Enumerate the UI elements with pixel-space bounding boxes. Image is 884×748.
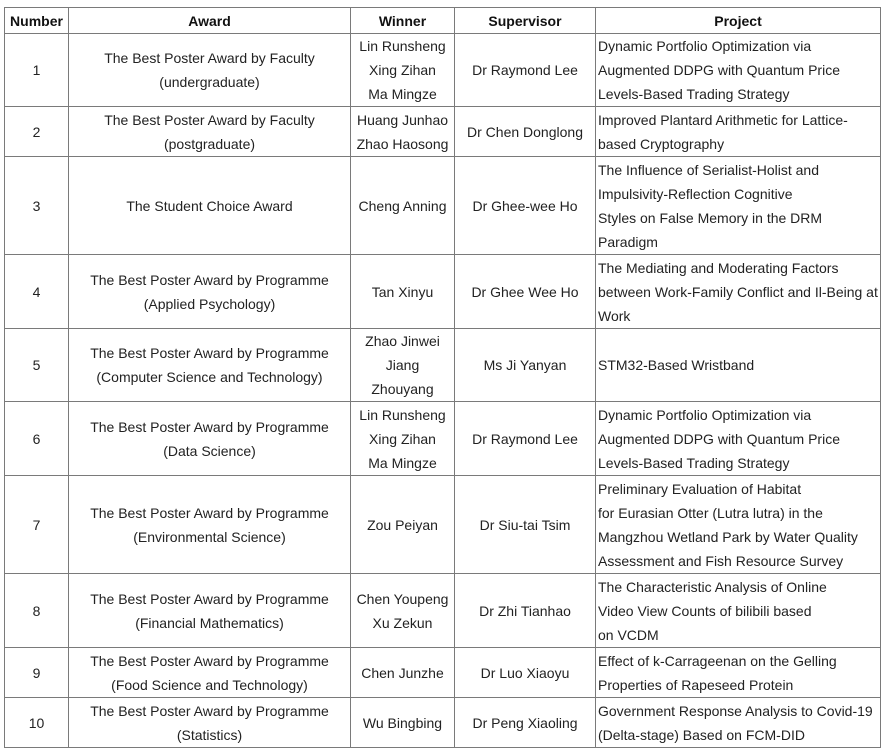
table-row	[5, 402, 881, 476]
cell-award: The Best Poster Award by Programme (Data Science)	[69, 402, 351, 476]
cell-project: Improved Plantard Arithmetic for Lattice- based Cryptography	[596, 107, 881, 157]
cell-number: 3	[5, 157, 69, 255]
cell-award: The Best Poster Award by Programme (Statistics)	[69, 698, 351, 748]
cell-award: The Best Poster Award by Programme (Applied Psychology)	[69, 255, 351, 329]
cell-winner: Chen Youpeng Xu Zekun	[351, 574, 455, 648]
cell-number: 9	[5, 648, 69, 698]
cell-project: Effect of k-Carrageenan on the Gelling Properties of Rapeseed Protein	[596, 648, 881, 698]
table-row	[5, 329, 881, 402]
cell-winner: Tan Xinyu	[351, 255, 455, 329]
cell-supervisor: Dr Luo Xiaoyu	[455, 648, 596, 698]
cell-number: 4	[5, 255, 69, 329]
header-award: Award	[69, 8, 351, 34]
cell-award: The Best Poster Award by Faculty (undergraduate)	[69, 34, 351, 107]
cell-supervisor: Dr Ghee-wee Ho	[455, 157, 596, 255]
header-supervisor: Supervisor	[455, 8, 596, 34]
cell-number: 10	[5, 698, 69, 748]
header-winner: Winner	[351, 8, 455, 34]
cell-supervisor: Dr Raymond Lee	[455, 34, 596, 107]
cell-number: 1	[5, 34, 69, 107]
cell-project: Preliminary Evaluation of Habitat for Eurasian Otter (Lutra lutra) in the Mangzhou Wetland Park by Water Quality Assessment and Fish Resource Survey	[596, 476, 881, 574]
cell-winner: Chen Junzhe	[351, 648, 455, 698]
cell-supervisor: Dr Zhi Tianhao	[455, 574, 596, 648]
table-row	[5, 698, 881, 748]
awards-table	[4, 7, 881, 748]
cell-award: The Student Choice Award	[69, 157, 351, 255]
cell-project: The Influence of Serialist-Holist and Impulsivity-Reflection Cognitive Styles on False Memory in the DRM Paradigm	[596, 157, 881, 255]
header-row	[5, 8, 881, 34]
header-number: Number	[5, 8, 69, 34]
cell-supervisor: Dr Peng Xiaoling	[455, 698, 596, 748]
cell-project: Dynamic Portfolio Optimization via Augmented DDPG with Quantum Price Levels-Based Trading Strategy	[596, 34, 881, 107]
cell-supervisor: Dr Siu-tai Tsim	[455, 476, 596, 574]
cell-winner: Cheng Anning	[351, 157, 455, 255]
cell-project: The Characteristic Analysis of Online Video View Counts of bilibili based on VCDM	[596, 574, 881, 648]
cell-award: The Best Poster Award by Programme (Food Science and Technology)	[69, 648, 351, 698]
cell-award: The Best Poster Award by Programme (Computer Science and Technology)	[69, 329, 351, 402]
table-row	[5, 157, 881, 255]
cell-project: Government Response Analysis to Covid-19 (Delta-stage) Based on FCM-DID	[596, 698, 881, 748]
cell-number: 2	[5, 107, 69, 157]
cell-winner: Lin Runsheng Xing Zihan Ma Mingze	[351, 402, 455, 476]
cell-winner: Wu Bingbing	[351, 698, 455, 748]
table-row	[5, 574, 881, 648]
cell-winner: Huang Junhao Zhao Haosong	[351, 107, 455, 157]
cell-number: 5	[5, 329, 69, 402]
cell-winner: Zou Peiyan	[351, 476, 455, 574]
cell-winner: Zhao Jinwei Jiang Zhouyang	[351, 329, 455, 402]
cell-number: 7	[5, 476, 69, 574]
cell-project: STM32-Based Wristband	[596, 329, 881, 402]
table-row	[5, 476, 881, 574]
cell-winner: Lin Runsheng Xing Zihan Ma Mingze	[351, 34, 455, 107]
cell-project: Dynamic Portfolio Optimization via Augmented DDPG with Quantum Price Levels-Based Trading Strategy	[596, 402, 881, 476]
table-row	[5, 34, 881, 107]
cell-supervisor: Dr Ghee Wee Ho	[455, 255, 596, 329]
cell-supervisor: Dr Raymond Lee	[455, 402, 596, 476]
cell-project: The Mediating and Moderating Factors between Work-Family Conflict and Il-Being at Work	[596, 255, 881, 329]
table-row	[5, 107, 881, 157]
cell-number: 6	[5, 402, 69, 476]
cell-award: The Best Poster Award by Programme (Financial Mathematics)	[69, 574, 351, 648]
cell-award: The Best Poster Award by Faculty (postgraduate)	[69, 107, 351, 157]
table-row	[5, 648, 881, 698]
cell-supervisor: Dr Chen Donglong	[455, 107, 596, 157]
cell-number: 8	[5, 574, 69, 648]
header-project: Project	[596, 8, 881, 34]
cell-award: The Best Poster Award by Programme (Environmental Science)	[69, 476, 351, 574]
cell-supervisor: Ms Ji Yanyan	[455, 329, 596, 402]
table-body	[5, 34, 881, 748]
table-row	[5, 255, 881, 329]
